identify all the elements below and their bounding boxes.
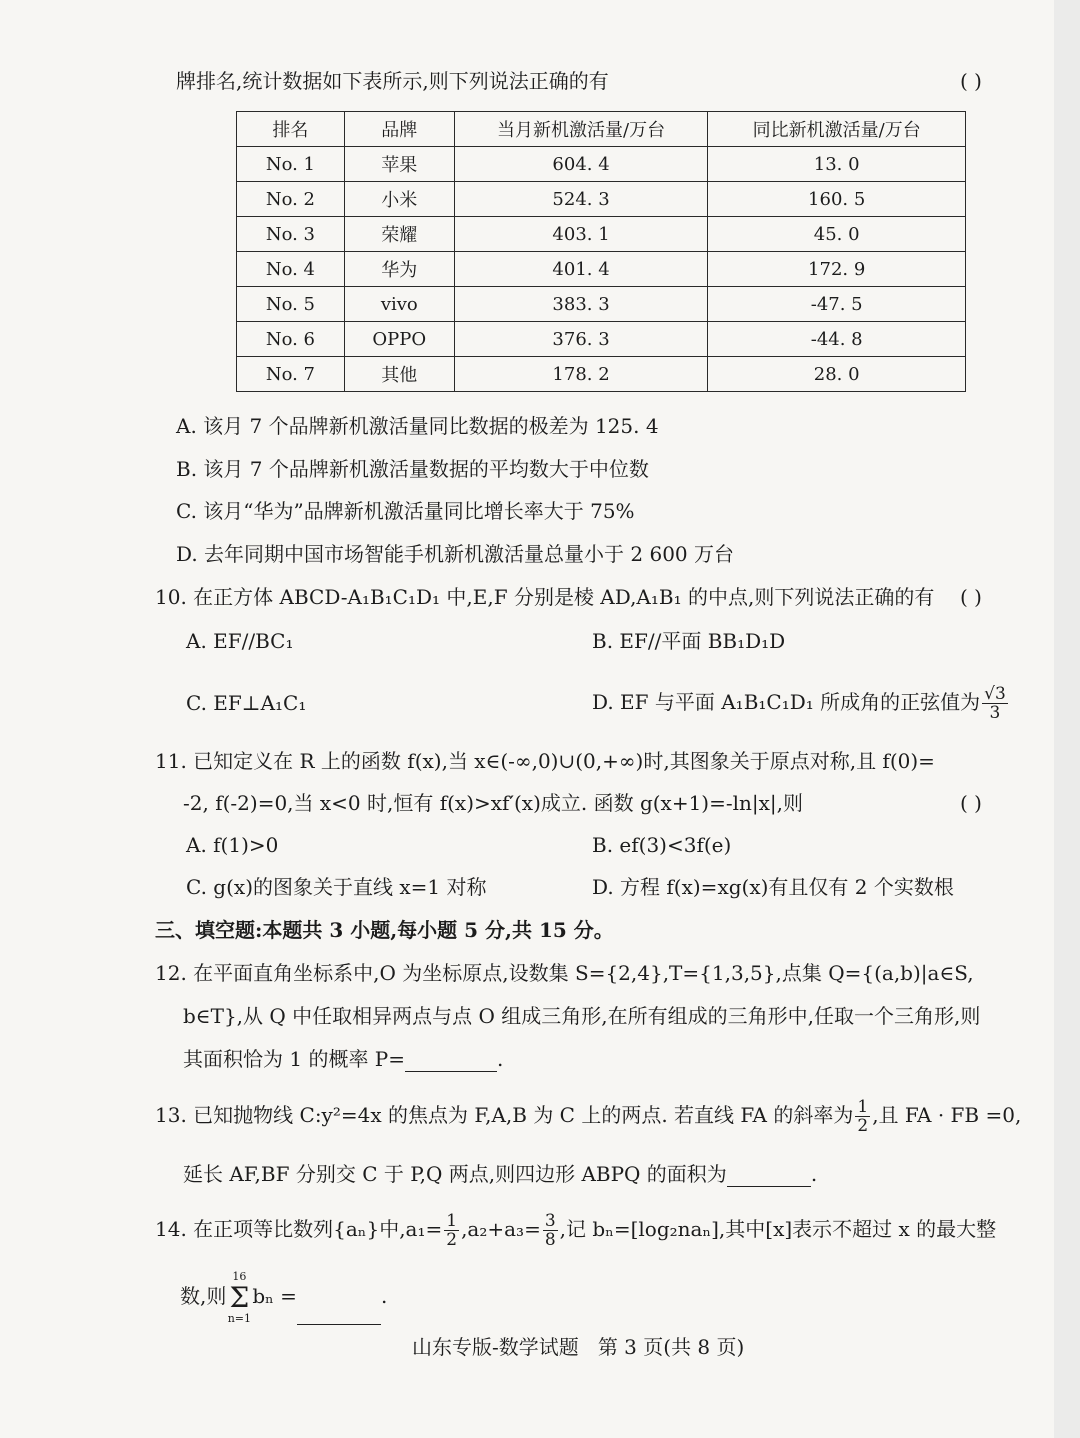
q14-end: . (380, 1284, 388, 1308)
q9-option-d: D. 去年同期中国市场智能手机新机激活量总量小于 2 600 万台 (176, 542, 735, 566)
section-heading: 三、填空题:本题共 3 小题,每小题 5 分,共 15 分。 (155, 918, 614, 942)
q13-line2-text: 延长 AF,BF 分别交 C 于 P,Q 两点,则四边形 ABPQ 的面积为 (183, 1162, 727, 1186)
sum-lower-limit: n=1 (227, 1311, 252, 1325)
table-row (237, 287, 966, 322)
fraction-numerator: 3 (544, 1211, 556, 1231)
table-row (237, 182, 966, 217)
cell: No. 5 (237, 287, 345, 322)
sigma-icon: Σ (229, 1280, 250, 1314)
q13-end: . (810, 1162, 818, 1186)
cell: No. 6 (237, 322, 345, 357)
fraction-numerator: √3 (984, 684, 1006, 704)
cell: 13. 0 (708, 147, 966, 182)
cell: 其他 (344, 357, 454, 392)
header-rank: 排名 (237, 112, 345, 147)
cell: 28. 0 (708, 357, 966, 392)
fraction-denominator: 2 (857, 1116, 869, 1136)
q12-line3-text: 其面积恰为 1 的概率 P= (183, 1047, 406, 1071)
answer-blank (727, 1166, 811, 1187)
q13-line1 (155, 1092, 1021, 1138)
q14-part1: 14. 在正项等比数列{aₙ}中,a₁= (155, 1217, 443, 1241)
cell: 小米 (344, 182, 454, 217)
cell: 苹果 (344, 147, 454, 182)
fraction-denominator: 8 (544, 1230, 556, 1250)
q9-answer-paren: ( ) (960, 69, 982, 93)
q11-answer-paren: ( ) (960, 791, 982, 815)
cell: 403. 1 (454, 217, 708, 252)
q11-option-c: C. g(x)的图象关于直线 x=1 对称 (186, 875, 487, 899)
header-brand: 品牌 (344, 112, 454, 147)
header-monthly: 当月新机激活量/万台 (454, 112, 708, 147)
cell: No. 1 (237, 147, 345, 182)
page-footer: 山东专版-数学试题 第 3 页(共 8 页) (412, 1335, 745, 1359)
q10-option-c: C. EF⊥A₁C₁ (186, 691, 307, 715)
activation-table (236, 111, 966, 392)
q14-line1 (155, 1206, 996, 1252)
cell: 383. 3 (454, 287, 708, 322)
fraction-numerator: 1 (857, 1097, 869, 1117)
q14-line2-b: bₙ = (252, 1284, 297, 1308)
fraction-denominator: 2 (446, 1230, 458, 1250)
sum-upper-limit: 16 (232, 1269, 247, 1283)
q10-option-d (592, 678, 1010, 726)
q13-fraction (855, 1098, 870, 1135)
q10-option-a: A. EF//BC₁ (186, 629, 294, 653)
q10-stem: 10. 在正方体 ABCD-A₁B₁C₁D₁ 中,E,F 分别是棱 AD,A₁B₁ 的中点,则下列说法正确的有 (155, 585, 935, 609)
page-edge (1054, 0, 1080, 1438)
q12-end: . (497, 1047, 504, 1071)
answer-blank (297, 1304, 381, 1325)
header-yoy: 同比新机激活量/万台 (708, 112, 966, 147)
fraction-numerator: 1 (446, 1211, 458, 1231)
cell: -47. 5 (708, 287, 966, 322)
q9-option-b: B. 该月 7 个品牌新机激活量数据的平均数大于中位数 (176, 457, 649, 481)
cell: 160. 5 (708, 182, 966, 217)
table-row (237, 147, 966, 182)
table-header-row (237, 112, 966, 147)
q10-option-d-text: D. EF 与平面 A₁B₁C₁D₁ 所成角的正弦值为 (592, 690, 981, 714)
q9-option-a: A. 该月 7 个品牌新机激活量同比数据的极差为 125. 4 (176, 414, 659, 438)
q12-line3 (183, 1046, 503, 1072)
q14-part3: ,记 bₙ=[log₂naₙ],其中[x]表示不超过 x 的最大整 (559, 1217, 997, 1241)
table-row (237, 217, 966, 252)
cell: 华为 (344, 252, 454, 287)
cell: No. 7 (237, 357, 345, 392)
cell: 178. 2 (454, 357, 708, 392)
cell: No. 4 (237, 252, 345, 287)
table-row (237, 322, 966, 357)
q14-line2-a: 数,则 (180, 1284, 227, 1308)
cell: No. 3 (237, 217, 345, 252)
cell: OPPO (344, 322, 454, 357)
q13-line1-a: 13. 已知抛物线 C:y²=4x 的焦点为 F,A,B 为 C 上的两点. 若直线 FA 的斜率为 (155, 1103, 854, 1127)
fraction-denominator: 3 (989, 703, 1001, 723)
q10-option-b: B. EF//平面 BB₁D₁D (592, 629, 786, 653)
cell: 604. 4 (454, 147, 708, 182)
q13-line2 (183, 1161, 817, 1187)
q11-option-a: A. f(1)>0 (186, 833, 279, 857)
cell: 401. 4 (454, 252, 708, 287)
cell: 376. 3 (454, 322, 708, 357)
q14-fraction-sum (543, 1212, 558, 1249)
cell: 524. 3 (454, 182, 708, 217)
q11-option-b: B. ef(3)<3f(e) (592, 833, 732, 857)
q12-line2: b∈T},从 Q 中任取相异两点与点 O 组成三角形,在所有组成的三角形中,任取一个三角形,则 (183, 1004, 981, 1028)
q11-option-d: D. 方程 f(x)=xg(x)有且仅有 2 个实数根 (592, 875, 954, 899)
q12-line1: 12. 在平面直角坐标系中,O 为坐标原点,设数集 S={2,4},T={1,3,5},点集 Q={(a,b)|a∈S, (155, 961, 974, 985)
q14-line2 (180, 1268, 387, 1325)
q9-intro: 牌排名,统计数据如下表所示,则下列说法正确的有 (176, 69, 609, 93)
cell: 荣耀 (344, 217, 454, 252)
q9-option-c: C. 该月“华为”品牌新机激活量同比增长率大于 75% (176, 499, 635, 523)
cell: No. 2 (237, 182, 345, 217)
table-row (237, 252, 966, 287)
answer-blank (405, 1051, 497, 1072)
q14-part2: ,a₂+a₃= (461, 1217, 541, 1241)
q10-answer-paren: ( ) (960, 585, 982, 609)
cell: vivo (344, 287, 454, 322)
q11-line1: 11. 已知定义在 R 上的函数 f(x),当 x∈(-∞,0)∪(0,+∞)时,其图象关于原点对称,且 f(0)= (155, 749, 935, 773)
cell: 172. 9 (708, 252, 966, 287)
cell: 45. 0 (708, 217, 966, 252)
q10-option-d-fraction (982, 685, 1008, 722)
q14-fraction-a1 (444, 1212, 459, 1249)
table-row (237, 357, 966, 392)
q13-line1-b: ,且 FA · FB =0, (872, 1103, 1022, 1127)
cell: -44. 8 (708, 322, 966, 357)
q11-line2: -2, f(-2)=0,当 x<0 时,恒有 f(x)>xf′(x)成立. 函数 g(x+1)=-ln|x|,则 (183, 791, 804, 815)
summation-symbol (226, 1271, 252, 1325)
